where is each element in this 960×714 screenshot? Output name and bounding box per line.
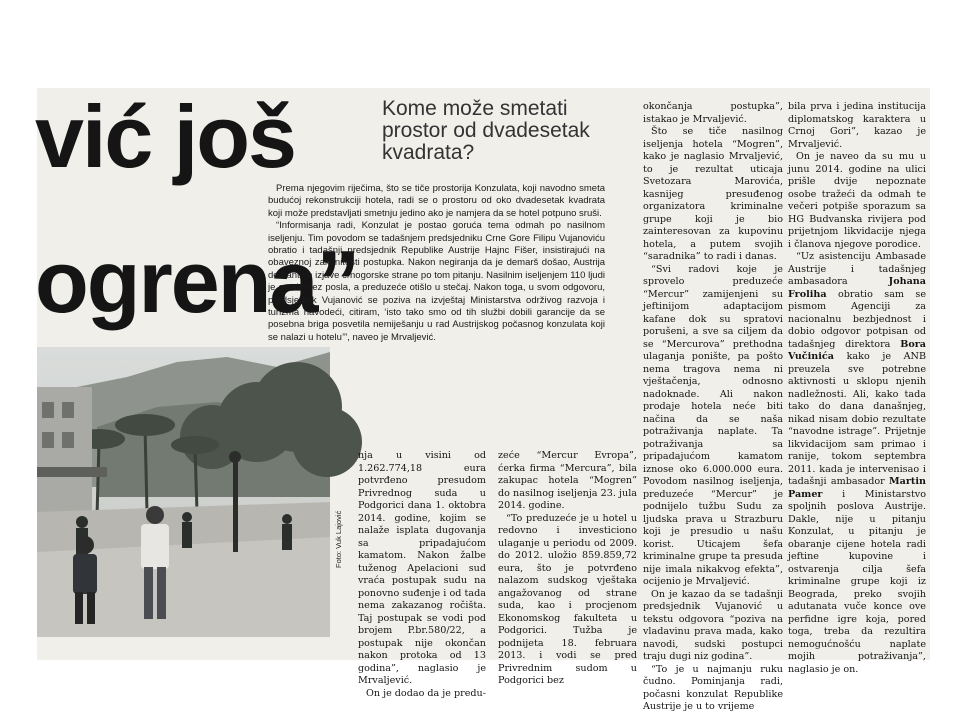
- headline-line-2: ogrena”: [35, 232, 359, 331]
- headline-line-1: vić još: [35, 87, 295, 186]
- article-deck: Kome može smetati prostor od dvadesetak kvadrata?: [382, 97, 590, 164]
- text-span: “Uz asistenciju Ambasade Austrije i tadašnjeg ambasadora: [788, 251, 926, 287]
- column-paragraph: zeće “Mercur Evropa”, ćerka firma “Mercura”, bila zakupac hotela “Mogren” do nasilnog iseljenja 23. jula 2014. godine.: [498, 450, 637, 511]
- text-span: kako je ANB preuzela sve potrebne aktivnosti u sklopu njenih nadležnosti. Ali, kako tada tako do dana današnjeg, nikad nisam dobio rezultate “navodne istrage”. Prijetnje likvidacijom sam primao i ranije, tokom septembra 2011. kada je intervenisao i tadašnji ambasador: [788, 351, 926, 487]
- person-name: Martin Pamer: [788, 476, 926, 500]
- column-paragraph: bila prva i jedina institucija diplomatskog karaktera u Crnoj Gori”, kazao je Mrvaljević.: [788, 101, 926, 150]
- column-paragraph: On je kazao da se tadašnji predsjednik Vujanović u tekstu odgovora “poziva na vladavinu prava mada, kako navodi, sudski postupci traju dugi niz godina”.: [643, 588, 783, 662]
- column-paragraph: okončanja postupka”, istakao je Mrvaljević.: [643, 101, 783, 125]
- column-paragraph: [788, 251, 926, 676]
- column-paragraph: nja u visini od 1.262.774,18 eura potvrđeno presudom Privrednog suda u Podgorici dana 1. oktobra 2014. godine, kojim se nalaže isplata dugovanja sa pripadajućom kamatom. Nakon žalbe tuženog Apelacioni sud vraća postupak sudu na ponovno suđenje i od tada nema zakazanog ročišta. Taj postupak se vodi pod brojem P.br.580/22, a postupak nije okončan nakon protoka od 13 godina”, naglasio je Mrvaljević.: [358, 450, 486, 686]
- lead-paragraph: Prema njegovim riječima, što se tiče prostorija Konzulata, koji navodno smeta budućoj rekonstrukciji hotela, radi se o prostoru od oko dvadesetak kvadrata koji može predstavljati smetnju jedino ako je namjera da se hotel potpuno sruši.: [268, 183, 605, 219]
- photo-credit: Foto: Vuk Lajović: [334, 510, 343, 568]
- column-paragraph: On je naveo da su mu u junu 2014. godine na ulici prišle dvije nepoznate osobe tražeći da odmah te večeri potpiše sporazum sa HG Budvanska rivijera pod prijetnjom likvidacije njega i članova njegove porodice.: [788, 151, 926, 250]
- column-paragraph: “Svi radovi koje je sprovelo preduzeće “Mercur” zamijenjeni su jeftinijom adaptacijom kafane dok su spratovi porušeni, a sve sa ciljem da se “Mercurova” prethodna ulaganja ponište, pa pošto nema tragova nema ni vještačenja, odnosno nadoknade. Ali nakon prodaje hotela neće biti načina da se naša potraživanja naplate. Ta potraživanja sa pripadajućom kamatom iznose oko 6.000.000 eura. Povodom nasilnog iseljenja, preduzeće “Mercur” je podnijelo tužbu Sudu za ljudska prava u Strazburu koji je presudio u našu korist. Uticajem šefa kriminalne grupe ta presuda nije imala nikakvog efekta”, ocijenio je Mrvaljević.: [643, 263, 783, 587]
- column-paragraph: On je dodao da je predu-: [366, 687, 486, 699]
- street-photo: [37, 347, 330, 637]
- street-scene-image: [37, 347, 330, 637]
- lead-paragraphs: [268, 183, 605, 344]
- newspaper-clipping: [35, 87, 930, 712]
- text-span: i Ministarstvo spoljnih poslova Austrije. Dakle, nije u pitanju Konzulat, u pitanju je obaranje cijene hotela radi jeftine kupovine i ostvarenja cilja šefa kriminalne grupe koji iz Beograda, preko svojih adutanata vuče konce ove perfidne igre koja, pored toga, treba da rezultira nemogućnošću naplate mojih potraživanja”, naglasio je on.: [788, 488, 926, 675]
- article-column-3: [643, 101, 783, 714]
- article-column-1: [358, 450, 486, 700]
- column-paragraph: “To preduzeće je u hotel u redovno i investiciono ulaganje u periodu od 2009. do 2012. uložio 859.859,72 eura, što je potvrđeno nalazom sudskog vještaka angažovanog od strane suda, kao i procjenom Ekonomskog fakulteta u Podgorici. Tužba je podnijeta 18. februara 2013. i vodi se pred Privrednim sudom u Podgorici bez: [498, 512, 637, 686]
- text-span: obratio sam se pismom Agenciji za nacionalnu bezbjednost i dobio odgovor potpisan od tadašnjeg direktora: [788, 288, 926, 350]
- person-name: Bora Vučinića: [788, 338, 926, 362]
- article-column-2: [498, 450, 637, 688]
- bleed-through-text: [297, 78, 313, 147]
- column-paragraph: “To je u najmanju ruku čudno. Pominjanja radi, počasni konzulat Republike Austrije je u to vrijeme: [643, 663, 783, 712]
- column-paragraph: Što se tiče nasilnog iseljenja hotela “Mogren”, kako je naglasio Mrvaljević, to je rezultat uticaja Svetozara Marovića, kasnijeg presuđenog organizatora kriminalne grupe koji je bio zainteresovan za kupovinu hotela, a putem svojih “saradnika” to radi i danas.: [643, 126, 783, 262]
- article-column-4: [788, 101, 926, 676]
- lead-paragraph: “Informisanja radi, Konzulat je postao goruća tema odmah po nasilnom iseljenju. Tim povodom se tadašnjem predsjedniku Crne Gore Filipu Vujanoviću obratio i tadašnji predsjednik Republike Austrije Hajnc Fišer, insistirajući na obaveznoj zakonitosti postupka. Nakon negiranja da je demarš došao, Austrija demantuje izjave crnogorske strane po tom pitanju. Nasilnim iseljenjem 110 ljudi je ostalo bez posla, a preduzeće otišlo u stečaj. Nakon toga, u svom odgovoru, predsjednik Vujanović se poziva na izvještaj Ministarstva održivog razvoja i turizma navodeći, citiram, ‘isto tako smo od tih službi dobili garancije da se posebna briga posvetila nemiješanju u rad Austrijskog počasnog konzulata koji se nalazi u hotelu’”, naveo je Mrvaljević.: [268, 220, 605, 343]
- person-name: Johana Froliha: [788, 276, 926, 300]
